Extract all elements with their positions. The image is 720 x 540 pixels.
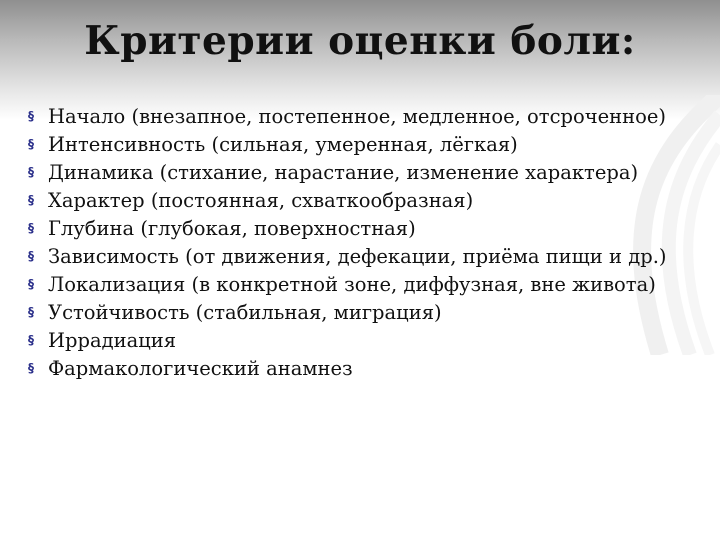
list-item: [28, 133, 698, 157]
section-bullet-icon: §: [28, 249, 34, 263]
section-bullet-icon: §: [28, 109, 34, 123]
list-item: [28, 105, 698, 129]
list-item: [28, 245, 698, 269]
list-item-text: Начало (внезапное, постепенное, медленное, отсроченное): [48, 105, 667, 128]
slide-title: Критерии оценки боли:: [84, 18, 636, 64]
section-bullet-icon: §: [28, 333, 34, 347]
list-item-text: Устойчивость (стабильная, миграция): [48, 301, 442, 324]
section-bullet-icon: §: [28, 305, 34, 319]
section-bullet-icon: §: [28, 165, 34, 179]
section-bullet-icon: §: [28, 361, 34, 375]
list-item-text: Иррадиация: [48, 329, 177, 352]
list-item-text: Фармакологический анамнез: [48, 357, 353, 380]
list-item-text: Динамика (стихание, нарастание, изменение характера): [48, 161, 639, 184]
list-item-text: Интенсивность (сильная, умеренная, лёгкая): [48, 133, 518, 156]
list-item: [28, 161, 698, 185]
list-item-text: Характер (постоянная, схваткообразная): [48, 189, 474, 212]
list-item: [28, 357, 698, 381]
criteria-list: [28, 105, 698, 385]
section-bullet-icon: §: [28, 193, 34, 207]
list-item-text: Глубина (глубокая, поверхностная): [48, 217, 416, 240]
list-item: [28, 217, 698, 241]
section-bullet-icon: §: [28, 221, 34, 235]
section-bullet-icon: §: [28, 137, 34, 151]
list-item: [28, 273, 698, 297]
section-bullet-icon: §: [28, 277, 34, 291]
list-item: [28, 329, 698, 353]
list-item-text: Локализация (в конкретной зоне, диффузная, вне живота): [48, 273, 656, 296]
list-item: [28, 189, 698, 213]
list-item: [28, 301, 698, 325]
list-item-text: Зависимость (от движения, дефекации, приёма пищи и др.): [48, 245, 667, 268]
